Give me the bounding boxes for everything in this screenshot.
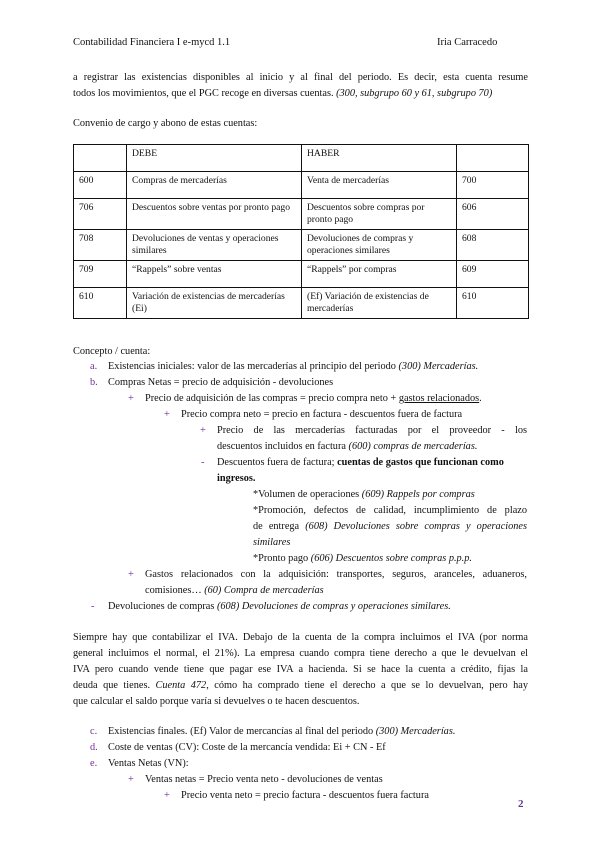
table-cell xyxy=(457,145,529,172)
item-c: Existencias finales. (Ef) Valor de mercancías al final del periodo (300) Mercaderías. xyxy=(108,726,456,737)
item-b2-line2: comisiones… (60) Compra de mercaderías xyxy=(145,585,324,596)
page-number: 2 xyxy=(518,798,524,810)
item-e: Ventas Netas (VN): xyxy=(108,758,189,769)
table-row xyxy=(74,261,529,288)
dash-icon: - xyxy=(91,601,95,612)
table-cell: Variación de existencias de mercaderías (Ei) xyxy=(127,288,302,319)
plus-icon: + xyxy=(128,393,134,404)
table-cell: 609 xyxy=(457,261,529,288)
item-b1a1-line1: Precio de las mercaderías facturadas por el proveedor - los xyxy=(217,425,527,436)
iva-line-1: Siempre hay que contabilizar el IVA. Debajo de la cuenta de la compra incluimos el IVA (por norma xyxy=(73,632,528,643)
sub-promocion-line2: de entrega (608) Devoluciones sobre compras y operaciones xyxy=(253,521,528,532)
iva-line-4: deuda que tienes. Cuenta 472, cómo ha comprado tiene el derecho a que se lo devuelvan, pero hay xyxy=(73,680,528,691)
sub-promocion-line1: *Promoción, defectos de calidad, incumplimiento de plazo xyxy=(253,505,527,516)
sub-promocion-line3: similares xyxy=(253,537,291,548)
table-cell xyxy=(74,145,127,172)
item-devoluciones: Devoluciones de compras (608) Devoluciones de compras y operaciones similares. xyxy=(108,601,451,612)
item-b1a2-line1: Descuentos fuera de factura; cuentas de gastos que funcionan como xyxy=(217,457,504,468)
table-cell: Devoluciones de compras y operaciones similares xyxy=(302,230,457,261)
table-row xyxy=(74,288,529,319)
list-marker-c: c. xyxy=(90,726,98,737)
item-a: Existencias iniciales: valor de las mercaderías al principio del periodo (300) Mercaderías. xyxy=(108,361,479,372)
plus-icon: + xyxy=(200,425,206,436)
table-cell: Devoluciones de ventas y operaciones similares xyxy=(127,230,302,261)
table-cell: 610 xyxy=(74,288,127,319)
plus-icon: + xyxy=(164,409,170,420)
sub-pronto-pago: *Pronto pago (606) Descuentos sobre compras p.p.p. xyxy=(253,553,472,564)
table-cell: 610 xyxy=(457,288,529,319)
table-cell: Descuentos sobre ventas por pronto pago xyxy=(127,199,302,230)
table-cell: 606 xyxy=(457,199,529,230)
table-row xyxy=(74,230,529,261)
iva-line-5: que calcular el saldo porque varía si devuelves o te hacen descuentos. xyxy=(73,696,360,707)
item-e1: Ventas netas = Precio venta neto - devoluciones de ventas xyxy=(145,774,383,785)
table-cell: 709 xyxy=(74,261,127,288)
table-cell: “Rappels” sobre ventas xyxy=(127,261,302,288)
plus-icon: + xyxy=(164,790,170,801)
item-d: Coste de ventas (CV): Coste de la mercancía vendida: Ei + CN - Ef xyxy=(108,742,386,753)
table-cell: Descuentos sobre compras por pronto pago xyxy=(302,199,457,230)
table-header-row xyxy=(74,145,529,172)
item-b: Compras Netas = precio de adquisición - devoluciones xyxy=(108,377,334,388)
table-cell: 608 xyxy=(457,230,529,261)
table-cell: 700 xyxy=(457,172,529,199)
plus-icon: + xyxy=(128,774,134,785)
debe-header: DEBE xyxy=(127,145,302,172)
item-b1a1-line2: descuentos incluidos en factura (600) compras de mercaderías. xyxy=(217,441,478,452)
table-cell: (Ef) Variación de existencias de mercaderías xyxy=(302,288,457,319)
item-b1a: Precio compra neto = precio en factura - descuentos fuera de factura xyxy=(181,409,463,420)
item-b2-line1: Gastos relacionados con la adquisición: transportes, seguros, aranceles, aduaneros, xyxy=(145,569,527,580)
table-cell: Venta de mercaderías xyxy=(302,172,457,199)
header-left: Contabilidad Financiera I e-mycd 1.1 xyxy=(73,37,231,48)
table-cell: 600 xyxy=(74,172,127,199)
table-cell: 708 xyxy=(74,230,127,261)
intro-line-2: todos los movimientos, que el PGC recoge en diversas cuentas. (300, subgrupo 60 y 61, subgrupo 70) xyxy=(73,88,493,99)
item-b1a2-line2: ingresos. xyxy=(217,473,256,484)
table-cell: Compras de mercaderías xyxy=(127,172,302,199)
list-marker-d: d. xyxy=(90,742,98,753)
item-b1: Precio de adquisición de las compras = precio compra neto + gastos relacionados. xyxy=(145,393,482,404)
intro-line-1: a registrar las existencias disponibles al inicio y al final del periodo. Es decir, esta cuenta resume xyxy=(73,72,528,83)
convenio-heading: Convenio de cargo y abono de estas cuentas: xyxy=(73,118,258,129)
header-right: Iria Carracedo xyxy=(437,37,498,48)
concepto-heading: Concepto / cuenta: xyxy=(73,346,151,357)
table-cell: 706 xyxy=(74,199,127,230)
table-row xyxy=(74,199,529,230)
iva-line-2: general incluimos el normal, el 21%). La empresa cuando compra tiene derecho a que le devuelvan el xyxy=(73,648,528,659)
iva-line-3: IVA pero cuando vende tiene que pagar ese IVA a hacienda. Si se hace la cuenta a crédito, fijas la xyxy=(73,664,528,675)
table-row xyxy=(74,172,529,199)
list-marker-b: b. xyxy=(90,377,98,388)
item-e1a: Precio venta neto = precio factura - descuentos fuera factura xyxy=(181,790,429,801)
list-marker-e: e. xyxy=(90,758,98,769)
sub-volumen: *Volumen de operaciones (609) Rappels por compras xyxy=(253,489,475,500)
haber-header: HABER xyxy=(302,145,457,172)
list-marker-a: a. xyxy=(90,361,98,372)
table-cell: “Rappels” por compras xyxy=(302,261,457,288)
accounts-table xyxy=(73,144,529,319)
dash-icon: - xyxy=(201,457,205,468)
plus-icon: + xyxy=(128,569,134,580)
